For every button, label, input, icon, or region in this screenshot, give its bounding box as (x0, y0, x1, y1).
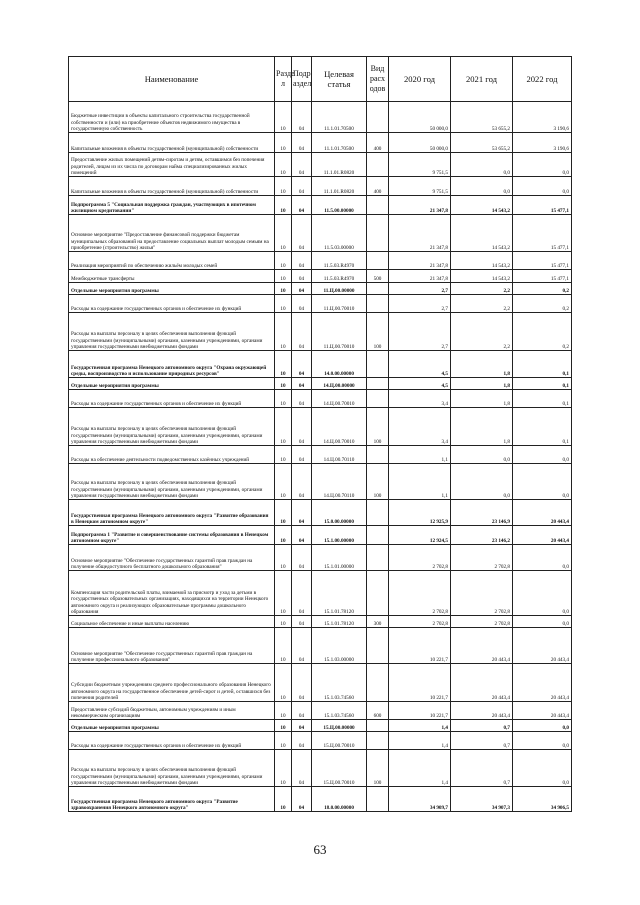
row-expense-type: 400 (367, 177, 389, 196)
row-expense-type (367, 351, 389, 378)
row-article: 15.Ц.00.70010 (312, 750, 367, 787)
row-subsection: 04 (292, 787, 312, 812)
row-value-2022: 0,2 (513, 283, 572, 295)
table-row (69, 196, 572, 215)
row-expense-type: 100 (367, 464, 389, 500)
row-expense-type (367, 283, 389, 295)
table-row (69, 133, 572, 153)
row-value-2022: 20 443,4 (513, 702, 572, 720)
table-row (69, 408, 572, 446)
row-subsection: 04 (292, 446, 312, 464)
row-article: 11.1.01.R0820 (312, 177, 367, 196)
row-subsection: 04 (292, 526, 312, 545)
row-value-2021: 14 543,2 (451, 196, 513, 215)
row-expense-type (367, 153, 389, 177)
row-article: 15.1.03.74560 (312, 702, 367, 720)
row-name: Реализация мероприятий по обеспечению жильём молодых семей (69, 252, 275, 270)
row-name: Капитальные вложения в объекты государственной (муниципальной) собственности (69, 133, 275, 153)
row-name: Расходы на выплаты персоналу в целях обеспечения выполнения функций государственными (муниципальными) органами, казенными учреждениями, органами управления государственными внебюджетными фондами (69, 313, 275, 351)
row-section: 10 (275, 750, 292, 787)
row-name: Предоставление субсидий бюджетным, автономным учреждениям и иным некоммерческим организациям (69, 702, 275, 720)
row-value-2021: 0,0 (451, 177, 513, 196)
row-subsection: 04 (292, 408, 312, 446)
row-article: 14.Ц.00.70010 (312, 390, 367, 408)
row-value-2021: 2,2 (451, 283, 513, 295)
row-name: Основное мероприятие "Обеспечение государственных гарантий прав граждан на получение профессионального образования" (69, 628, 275, 664)
table-row (69, 464, 572, 500)
row-value-2021: 34 907,3 (451, 787, 513, 812)
row-article: 11.5.00.00000 (312, 196, 367, 215)
header-name: Наименование (69, 57, 275, 102)
row-value-2022: 20 443,4 (513, 628, 572, 664)
table-row (69, 378, 572, 390)
page-number: 63 (313, 842, 327, 857)
row-name: Расходы на выплаты персоналу в целях обеспечения выполнения функций государственными (муниципальными) органами, казенными учреждениями, органами управления государственными внебюджетными фондами (69, 408, 275, 446)
row-subsection: 04 (292, 295, 312, 313)
row-subsection: 04 (292, 215, 312, 252)
row-value-2020: 10 221,7 (389, 664, 451, 702)
row-subsection: 04 (292, 270, 312, 283)
row-name: Расходы на обеспечение деятельности подведомственных казённых учреждений (69, 446, 275, 464)
row-article: 15.1.01.78120 (312, 571, 367, 616)
table-row (69, 732, 572, 750)
table-row (69, 616, 572, 628)
row-section: 10 (275, 500, 292, 526)
row-value-2022: 15 477,1 (513, 270, 572, 283)
row-name: Отдельные мероприятия программы (69, 378, 275, 390)
row-value-2020: 1,4 (389, 732, 451, 750)
row-value-2021: 0,7 (451, 732, 513, 750)
table-row (69, 500, 572, 526)
row-value-2022: 0,0 (513, 153, 572, 177)
row-name: Субсидии бюджетным учреждениям среднего профессионального образования Ненецкого автономного округа на государственное обеспечение детей-сирот и детей, оставшихся без попечения родителей (69, 664, 275, 702)
row-section: 10 (275, 215, 292, 252)
row-section: 10 (275, 313, 292, 351)
row-name: Подпрограмма 1 "Развитие и совершенствование системы образования в Ненецком автономном округе" (69, 526, 275, 545)
row-article: 11.Ц.00.70010 (312, 295, 367, 313)
row-value-2020: 1,1 (389, 446, 451, 464)
table-row (69, 787, 572, 812)
row-value-2021: 20 443,4 (451, 628, 513, 664)
table-row (69, 750, 572, 787)
row-value-2020: 3,4 (389, 408, 451, 446)
row-value-2021: 2 702,8 (451, 545, 513, 571)
row-name: Расходы на выплаты персоналу в целях обеспечения выполнения функций государственными (муниципальными) органами, казенными учреждениями, органами управления государственными внебюджетными фондами (69, 750, 275, 787)
row-name: Предоставление жилых помещений детям-сиротам и детям, оставшимся без попечения родителей, лицам из их числа по договорам найма специализированных жилых помещений (69, 153, 275, 177)
header-subsection: Подр аздел (292, 57, 312, 102)
table-row (69, 720, 572, 732)
row-expense-type: 500 (367, 270, 389, 283)
row-value-2022: 0,1 (513, 378, 572, 390)
row-value-2022: 0,1 (513, 390, 572, 408)
table-row (69, 215, 572, 252)
row-value-2022: 0,0 (513, 446, 572, 464)
row-section: 10 (275, 720, 292, 732)
row-value-2020: 1,4 (389, 720, 451, 732)
row-section: 10 (275, 526, 292, 545)
table-row (69, 177, 572, 196)
row-name: Расходы на содержание государственных органов и обеспечение их функций (69, 295, 275, 313)
row-expense-type (367, 196, 389, 215)
row-value-2022: 0,0 (513, 750, 572, 787)
row-section: 10 (275, 408, 292, 446)
row-value-2020: 2 702,8 (389, 545, 451, 571)
row-article: 15.0.00.00000 (312, 500, 367, 526)
row-article: 14.Ц.00.00000 (312, 378, 367, 390)
row-section: 10 (275, 571, 292, 616)
row-value-2022: 15 477,1 (513, 196, 572, 215)
row-subsection: 04 (292, 750, 312, 787)
row-expense-type (367, 787, 389, 812)
header-2021: 2021 год (451, 57, 513, 102)
row-article: 11.Ц.00.00000 (312, 283, 367, 295)
table-body (69, 102, 572, 812)
row-expense-type: 100 (367, 408, 389, 446)
row-value-2021: 1,8 (451, 351, 513, 378)
row-value-2022: 0,0 (513, 732, 572, 750)
row-article: 15.1.03.74560 (312, 664, 367, 702)
row-article: 15.Ц.00.00000 (312, 720, 367, 732)
row-subsection: 04 (292, 628, 312, 664)
row-section: 10 (275, 102, 292, 133)
table-row (69, 628, 572, 664)
row-value-2021: 2 702,8 (451, 616, 513, 628)
row-subsection: 04 (292, 102, 312, 133)
row-value-2021: 20 443,4 (451, 702, 513, 720)
table-row (69, 153, 572, 177)
row-section: 10 (275, 283, 292, 295)
row-name: Бюджетные инвестиции в объекты капитального строительства государственной собственности и (или) на приобретение объектов недвижимого имущества в государственную собственность (69, 102, 275, 133)
row-value-2022: 20 443,4 (513, 664, 572, 702)
row-expense-type (367, 446, 389, 464)
row-article: 15.1.03.00000 (312, 628, 367, 664)
row-article: 14.Ц.00.70110 (312, 446, 367, 464)
row-expense-type (367, 102, 389, 133)
row-section: 10 (275, 153, 292, 177)
row-expense-type (367, 378, 389, 390)
table-row (69, 252, 572, 270)
row-value-2021: 0,0 (451, 153, 513, 177)
row-value-2020: 3,4 (389, 390, 451, 408)
row-subsection: 04 (292, 153, 312, 177)
row-value-2021: 1,8 (451, 378, 513, 390)
row-name: Межбюджетные трансферты (69, 270, 275, 283)
row-subsection: 04 (292, 720, 312, 732)
row-expense-type (367, 720, 389, 732)
row-value-2020: 4,5 (389, 378, 451, 390)
row-value-2022: 0,0 (513, 177, 572, 196)
row-subsection: 04 (292, 732, 312, 750)
row-name: Социальное обеспечение и иные выплаты населению (69, 616, 275, 628)
row-name: Основное мероприятие "Предоставление финансовой поддержки бюджетам муниципальных образований на предоставление социальных выплат молодым семьям на приобретение (строительство) жилья" (69, 215, 275, 252)
row-expense-type (367, 295, 389, 313)
row-article: 11.5.03.R4970 (312, 270, 367, 283)
row-value-2022: 3 190,6 (513, 102, 572, 133)
table-row (69, 351, 572, 378)
row-expense-type (367, 526, 389, 545)
row-value-2020: 2 702,8 (389, 571, 451, 616)
row-value-2022: 34 906,5 (513, 787, 572, 812)
row-section: 10 (275, 133, 292, 153)
row-value-2020: 21 347,8 (389, 270, 451, 283)
row-value-2020: 2,7 (389, 313, 451, 351)
row-value-2022: 0,0 (513, 464, 572, 500)
row-article: 11.1.01.70500 (312, 133, 367, 153)
row-expense-type: 100 (367, 750, 389, 787)
row-value-2021: 23 146,9 (451, 500, 513, 526)
row-article: 14.Ц.00.70110 (312, 464, 367, 500)
table-row (69, 390, 572, 408)
row-value-2020: 2 702,8 (389, 616, 451, 628)
row-value-2020: 9 751,5 (389, 177, 451, 196)
row-section: 10 (275, 787, 292, 812)
row-article: 11.5.03.00000 (312, 215, 367, 252)
row-section: 10 (275, 545, 292, 571)
row-value-2021: 2,2 (451, 295, 513, 313)
row-name: Государственная программа Ненецкого автономного округа "Охрана окружающей среды, воспроизводство и использование природных ресурсов" (69, 351, 275, 378)
table-row (69, 526, 572, 545)
row-expense-type (367, 732, 389, 750)
row-value-2020: 10 221,7 (389, 628, 451, 664)
row-article: 11.Ц.00.70010 (312, 313, 367, 351)
row-section: 10 (275, 664, 292, 702)
row-value-2022: 0,0 (513, 545, 572, 571)
row-section: 10 (275, 446, 292, 464)
row-expense-type (367, 628, 389, 664)
row-subsection: 04 (292, 351, 312, 378)
row-value-2022: 0,0 (513, 571, 572, 616)
row-value-2022: 0,2 (513, 313, 572, 351)
row-section: 10 (275, 732, 292, 750)
row-article: 15.Ц.00.70010 (312, 732, 367, 750)
header-2022: 2022 год (513, 57, 572, 102)
table-row (69, 313, 572, 351)
row-value-2020: 1,4 (389, 750, 451, 787)
row-value-2021: 53 655,2 (451, 102, 513, 133)
row-section: 10 (275, 628, 292, 664)
budget-table (68, 56, 572, 812)
row-article: 11.1.01.R0820 (312, 153, 367, 177)
row-value-2020: 9 751,5 (389, 153, 451, 177)
table-row (69, 702, 572, 720)
row-expense-type (367, 545, 389, 571)
row-subsection: 04 (292, 390, 312, 408)
table-row (69, 270, 572, 283)
header-2020: 2020 год (389, 57, 451, 102)
row-value-2021: 23 146,2 (451, 526, 513, 545)
row-value-2021: 14 543,2 (451, 252, 513, 270)
row-section: 10 (275, 464, 292, 500)
row-name: Капитальные вложения в объекты государственной (муниципальной) собственности (69, 177, 275, 196)
row-subsection: 04 (292, 378, 312, 390)
row-article: 11.5.03.R4970 (312, 252, 367, 270)
row-name: Компенсация части родительской платы, взимаемой за присмотр и уход за детьми в государственных образовательных организациях, находящихся на территории Ненецкого автономного округа и реализующих образовательные программы дошкольного образования (69, 571, 275, 616)
row-value-2022: 0,0 (513, 720, 572, 732)
row-name: Подпрограмма 5 "Социальная поддержка граждан, участвующих в ипотечном жилищном кредитовании" (69, 196, 275, 215)
row-expense-type: 100 (367, 313, 389, 351)
row-subsection: 04 (292, 571, 312, 616)
row-subsection: 04 (292, 196, 312, 215)
header-expense-type: Вид расх одов (367, 57, 389, 102)
row-subsection: 04 (292, 464, 312, 500)
row-value-2020: 10 221,7 (389, 702, 451, 720)
row-section: 10 (275, 702, 292, 720)
row-section: 10 (275, 196, 292, 215)
row-expense-type: 400 (367, 133, 389, 153)
row-name: Государственная программа Ненецкого автономного округа "Развитие здравоохранения Ненецкого автономного округа" (69, 787, 275, 812)
row-value-2020: 1,1 (389, 464, 451, 500)
row-section: 10 (275, 252, 292, 270)
row-value-2022: 15 477,1 (513, 215, 572, 252)
row-expense-type (367, 215, 389, 252)
row-subsection: 04 (292, 177, 312, 196)
row-value-2022: 0,1 (513, 408, 572, 446)
table-row (69, 664, 572, 702)
row-section: 10 (275, 177, 292, 196)
row-article: 15.1.01.00000 (312, 545, 367, 571)
row-subsection: 04 (292, 664, 312, 702)
row-article: 15.1.00.00000 (312, 526, 367, 545)
row-section: 10 (275, 616, 292, 628)
row-section: 10 (275, 270, 292, 283)
row-value-2022: 0,1 (513, 351, 572, 378)
row-expense-type (367, 664, 389, 702)
row-value-2020: 2,7 (389, 295, 451, 313)
row-article: 11.1.01.70500 (312, 102, 367, 133)
header-article: Целевая статья (312, 57, 367, 102)
row-subsection: 04 (292, 500, 312, 526)
row-value-2021: 1,8 (451, 408, 513, 446)
row-subsection: 04 (292, 283, 312, 295)
row-value-2021: 53 655,2 (451, 133, 513, 153)
row-section: 10 (275, 390, 292, 408)
row-value-2020: 21 347,8 (389, 196, 451, 215)
row-expense-type (367, 390, 389, 408)
table-row (69, 283, 572, 295)
table-row (69, 545, 572, 571)
row-expense-type (367, 500, 389, 526)
row-name: Расходы на содержание государственных органов и обеспечение их функций (69, 390, 275, 408)
row-subsection: 04 (292, 133, 312, 153)
row-value-2021: 2,2 (451, 313, 513, 351)
row-expense-type (367, 252, 389, 270)
row-value-2021: 0,0 (451, 464, 513, 500)
row-expense-type (367, 571, 389, 616)
row-value-2021: 0,7 (451, 750, 513, 787)
row-article: 18.0.00.00000 (312, 787, 367, 812)
row-expense-type: 300 (367, 616, 389, 628)
row-value-2021: 0,7 (451, 720, 513, 732)
row-value-2021: 1,8 (451, 390, 513, 408)
row-value-2020: 2,7 (389, 283, 451, 295)
row-subsection: 04 (292, 313, 312, 351)
row-value-2020: 4,5 (389, 351, 451, 378)
row-value-2020: 21 347,8 (389, 215, 451, 252)
row-subsection: 04 (292, 702, 312, 720)
row-value-2020: 12 924,5 (389, 526, 451, 545)
row-name: Отдельные мероприятия программы (69, 720, 275, 732)
row-value-2022: 3 190,6 (513, 133, 572, 153)
row-value-2021: 14 543,2 (451, 215, 513, 252)
row-name: Основное мероприятие "Обеспечение государственных гарантий прав граждан на получение общедоступного бесплатного дошкольного образования" (69, 545, 275, 571)
row-value-2021: 2 702,8 (451, 571, 513, 616)
row-value-2022: 0,0 (513, 616, 572, 628)
row-value-2021: 20 443,4 (451, 664, 513, 702)
row-value-2020: 34 909,7 (389, 787, 451, 812)
row-article: 14.Ц.00.70010 (312, 408, 367, 446)
row-name: Расходы на содержание государственных органов и обеспечение их функций (69, 732, 275, 750)
row-subsection: 04 (292, 616, 312, 628)
row-value-2021: 14 543,2 (451, 270, 513, 283)
row-section: 10 (275, 378, 292, 390)
row-value-2020: 50 000,0 (389, 102, 451, 133)
row-name: Отдельные мероприятия программы (69, 283, 275, 295)
table-header-row (69, 57, 572, 102)
row-value-2020: 12 925,9 (389, 500, 451, 526)
row-article: 15.1.01.78120 (312, 616, 367, 628)
table-row (69, 446, 572, 464)
header-section: Разде л (275, 57, 292, 102)
row-expense-type: 600 (367, 702, 389, 720)
row-section: 10 (275, 351, 292, 378)
row-value-2022: 20 443,4 (513, 526, 572, 545)
table-row (69, 295, 572, 313)
row-value-2021: 0,0 (451, 446, 513, 464)
row-subsection: 04 (292, 252, 312, 270)
row-name: Государственная программа Ненецкого автономного округа "Развитие образования в Ненецком автономном округе" (69, 500, 275, 526)
row-value-2022: 0,2 (513, 295, 572, 313)
row-value-2022: 20 443,4 (513, 500, 572, 526)
row-subsection: 04 (292, 545, 312, 571)
table-row (69, 571, 572, 616)
row-name: Расходы на выплаты персоналу в целях обеспечения выполнения функций государственными (муниципальными) органами, казенными учреждениями, органами управления государственными внебюджетными фондами (69, 464, 275, 500)
row-section: 10 (275, 295, 292, 313)
row-article: 14.0.00.00000 (312, 351, 367, 378)
row-value-2022: 15 477,1 (513, 252, 572, 270)
row-value-2020: 21 347,8 (389, 252, 451, 270)
row-value-2020: 50 000,0 (389, 133, 451, 153)
table-row (69, 102, 572, 133)
